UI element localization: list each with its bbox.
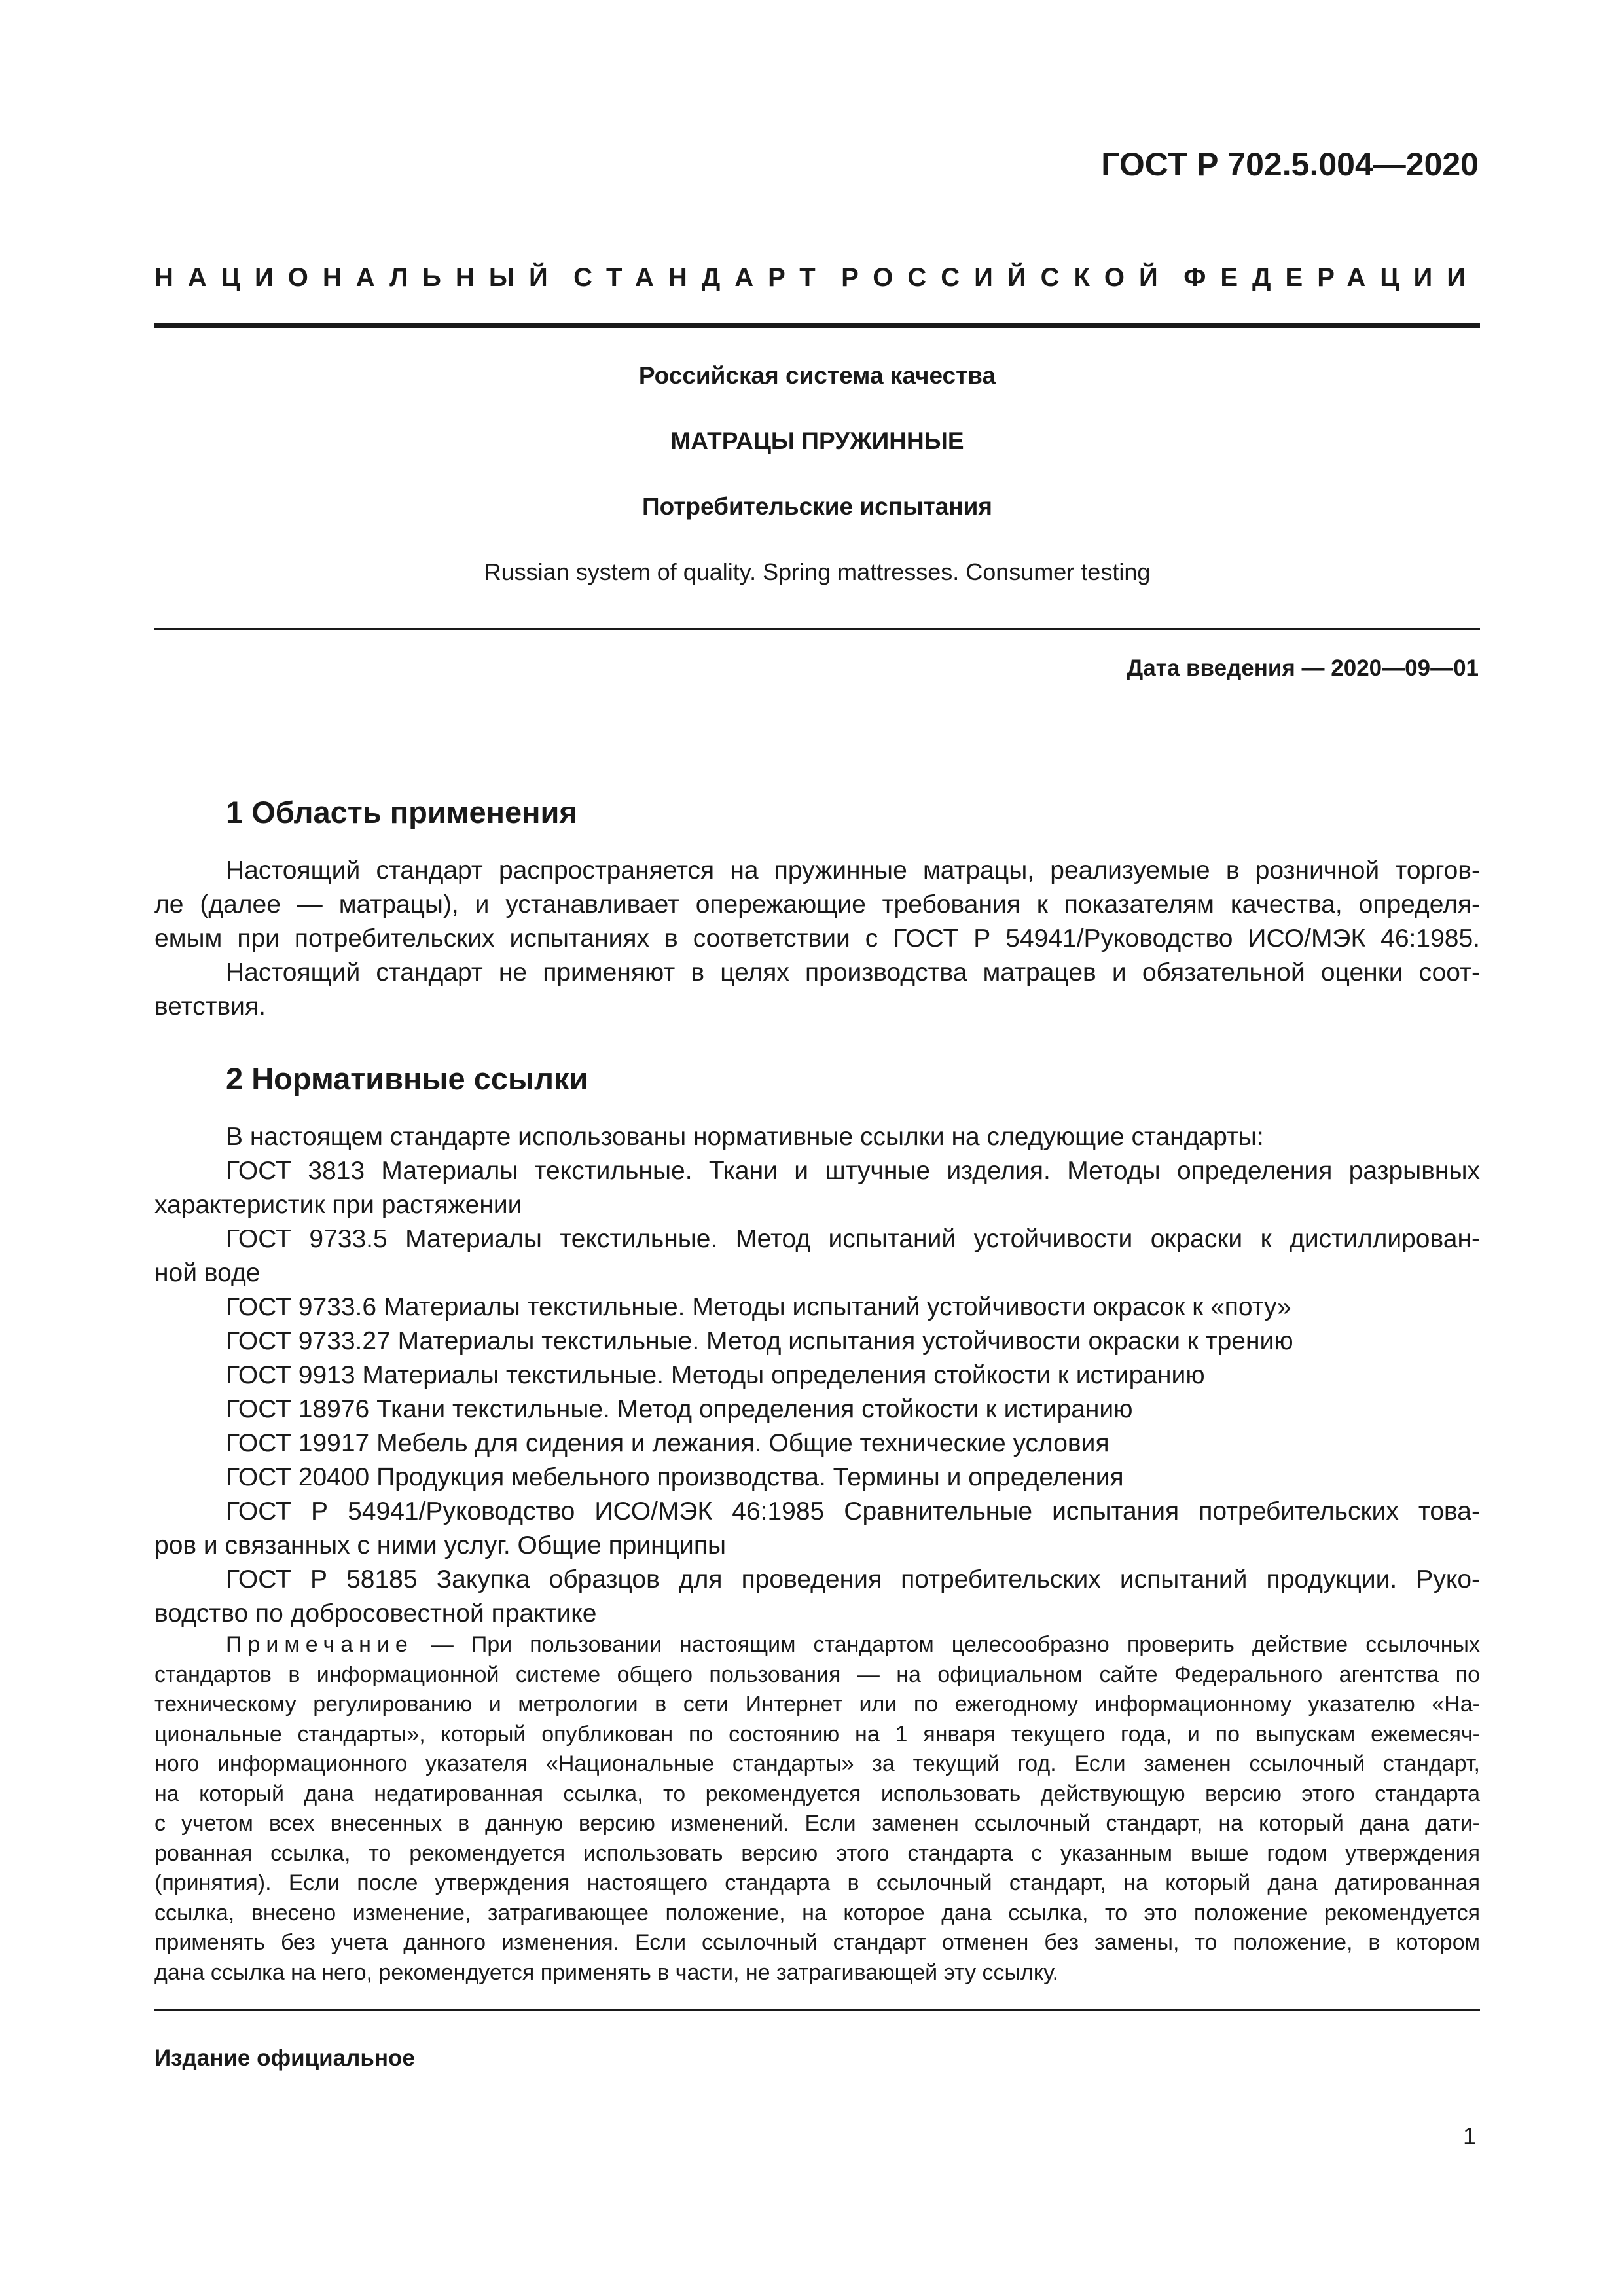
note-line: техническому регулированию и метрологии в сети Интернет или по ежегодному информационному указателю «На- xyxy=(154,1692,1480,1717)
page-number: 1 xyxy=(1462,2123,1476,2149)
reference-line: ГОСТ 9733.6 Материалы текстильные. Методы испытаний устойчивости окрасок к «поту» xyxy=(226,1293,1291,1321)
section-1-line: емым при потребительских испытаниях в соответствии с ГОСТ Р 54941/Руководство ИСО/МЭК 46:1985. xyxy=(154,924,1480,953)
national-word-4: ФЕДЕРАЦИИ xyxy=(1183,263,1480,292)
reference-line: характеристик при растяжении xyxy=(154,1191,522,1219)
reference-line: водство по добросовестной практике xyxy=(154,1599,597,1628)
note-first-line-text: — При пользовании настоящим стандартом целесообразно проверить действие ссылочных xyxy=(413,1632,1480,1657)
reference-line: ной воде xyxy=(154,1259,261,1287)
reference-line: ГОСТ 9733.27 Материалы текстильные. Метод испытания устойчивости окраски к трению xyxy=(226,1327,1293,1355)
note-block xyxy=(154,1630,1480,1988)
note-label: Примечание xyxy=(226,1632,414,1657)
section-2-heading: 2 Нормативные ссылки xyxy=(226,1061,588,1096)
document-title: МАТРАЦЫ ПРУЖИННЫЕ xyxy=(670,428,964,454)
note-line: с учетом всех внесенных в данную версию изменений. Если заменен ссылочный стандарт, на который дана дати- xyxy=(154,1811,1480,1836)
section-1-line: Настоящий стандарт не применяют в целях производства матрацев и обязательной оценки соот- xyxy=(226,958,1480,987)
reference-line: ГОСТ Р 58185 Закупка образцов для проведения потребительских испытаний продукции. Руко- xyxy=(226,1565,1480,1594)
official-edition-label: Издание официальное xyxy=(154,2045,415,2071)
document-code: ГОСТ Р 702.5.004—2020 xyxy=(1101,146,1479,183)
note-line: стандартов в информационной системе общего пользования — на официальном сайте Федерального агентства по xyxy=(154,1662,1480,1687)
note-line: циональные стандарты», который опубликован по состоянию на 1 января текущего года, и по выпускам ежемесяч- xyxy=(154,1721,1480,1747)
reference-line: ГОСТ 9733.5 Материалы текстильные. Метод испытаний устойчивости окраски к дистиллирован- xyxy=(226,1225,1480,1253)
document-subtitle: Потребительские испытания xyxy=(642,493,992,520)
national-word-2: СТАНДАРТ xyxy=(573,263,830,292)
section-1-line: Настоящий стандарт распространяется на пружинные матрацы, реализуемые в розничной торгов- xyxy=(226,856,1480,884)
note-line: на который дана недатированная ссылка, то рекомендуется использовать действующую версию этого стандарта xyxy=(154,1781,1480,1806)
title-divider xyxy=(154,628,1480,630)
reference-line: ГОСТ 9913 Материалы текстильные. Методы определения стойкости к истиранию xyxy=(226,1361,1205,1389)
note-line: ного информационного указателя «Национальные стандарты» за текущий год. Если заменен ссылочный стандарт, xyxy=(154,1751,1480,1776)
reference-line: ров и связанных с ними услуг. Общие принципы xyxy=(154,1531,726,1559)
note-line: ссылка, внесено изменение, затрагивающее положение, на которое дана ссылка, то это положение рекомендуется xyxy=(154,1900,1480,1925)
section-2-body xyxy=(154,1120,1480,1631)
reference-line: ГОСТ 19917 Мебель для сидения и лежания. Общие технические условия xyxy=(226,1429,1110,1457)
introduction-date: Дата введения — 2020—09—01 xyxy=(1127,655,1479,681)
note-line: рованная ссылка, то рекомендуется использовать версию этого стандарта с указанным выше годом утверждения xyxy=(154,1840,1480,1866)
section-1-line: ле (далее — матрацы), и устанавливает опережающие требования к показателям качества, определя- xyxy=(154,890,1480,919)
section-1-body xyxy=(154,854,1480,1024)
header-divider xyxy=(154,323,1480,328)
section-1-heading: 1 Область применения xyxy=(226,795,577,829)
national-standard-banner xyxy=(154,263,1480,293)
reference-line: ГОСТ 18976 Ткани текстильные. Метод определения стойкости к истиранию xyxy=(226,1395,1133,1423)
national-word-1: НАЦИОНАЛЬНЫЙ xyxy=(154,263,562,292)
reference-line: ГОСТ 3813 Материалы текстильные. Ткани и штучные изделия. Методы определения разрывных xyxy=(226,1157,1480,1185)
quality-system-title: Российская система качества xyxy=(638,362,996,389)
footer-divider xyxy=(154,2009,1480,2011)
reference-line: ГОСТ 20400 Продукция мебельного производства. Термины и определения xyxy=(226,1463,1124,1491)
note-line: дана ссылка на него, рекомендуется применять в части, не затрагивающей эту ссылку. xyxy=(154,1959,1059,1985)
note-line: применять без учета данного изменения. Если ссылочный стандарт отменен без замены, то положение, в котором xyxy=(154,1930,1480,1955)
english-title: Russian system of quality. Spring mattresses. Consumer testing xyxy=(484,558,1151,585)
section-1-line: ветствия. xyxy=(154,993,266,1021)
note-line: (принятия). Если после утверждения настоящего стандарта в ссылочный стандарт, на который дана датированная xyxy=(154,1870,1480,1895)
national-word-3: РОССИЙСКОЙ xyxy=(841,263,1172,292)
reference-line: В настоящем стандарте использованы нормативные ссылки на следующие стандарты: xyxy=(226,1123,1264,1151)
reference-line: ГОСТ Р 54941/Руководство ИСО/МЭК 46:1985 Сравнительные испытания потребительских това- xyxy=(226,1497,1480,1525)
note-first-line xyxy=(154,1630,1480,1660)
